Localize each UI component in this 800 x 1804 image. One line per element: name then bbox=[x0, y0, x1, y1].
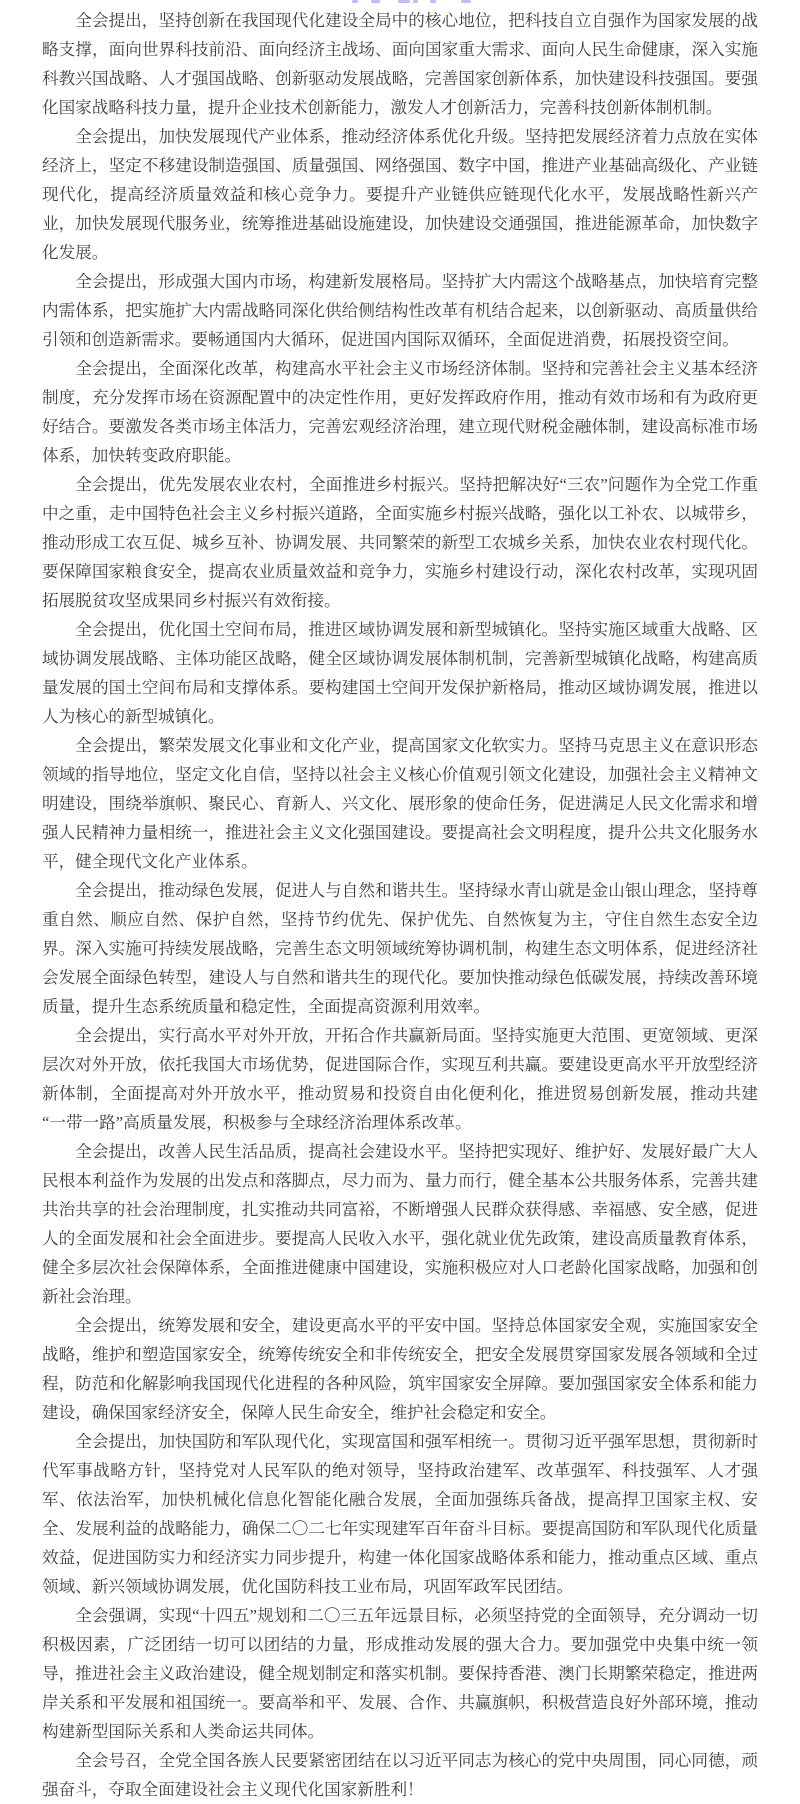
paragraph: 全会号召，全党全国各族人民要紧密团结在以习近平同志为核心的党中央周围，同心同德，顽强奋斗，夺取全面建设社会主义现代化国家新胜利！ bbox=[42, 1751, 758, 1799]
paragraph: 全会提出，坚持创新在我国现代化建设全局中的核心地位，把科技自立自强作为国家发展的战略支撑，面向世界科技前沿、面向经济主战场、面向国家重大需求、面向人民生命健康，深入实施科教兴国战略、人才强国战略、创新驱动发展战略，完善国家创新体系，加快建设科技强国。要强化国家战略科技力量，提升企业技术创新能力，激发人才创新活力，完善科技创新体制机制。 bbox=[42, 11, 758, 117]
paragraph: 全会提出，优先发展农业农村，全面推进乡村振兴。坚持把解决好“三农”问题作为全党工作重中之重，走中国特色社会主义乡村振兴道路，全面实施乡村振兴战略，强化以工补农、以城带乡，推动形成工农互促、城乡互补、协调发展、共同繁荣的新型工农城乡关系，加快农业农村现代化。要保障国家粮食安全，提高农业质量效益和竞争力，实施乡村建设行动，深化农村改革，实现巩固拓展脱贫攻坚成果同乡村振兴有效衔接。 bbox=[42, 475, 758, 610]
document-body bbox=[42, 6, 758, 1804]
paragraph: 全会提出，实行高水平对外开放，开拓合作共赢新局面。坚持实施更大范围、更宽领域、更深层次对外开放，依托我国大市场优势，促进国际合作，实现互利共赢。要建设更高水平开放型经济新体制，全面提高对外开放水平，推动贸易和投资自由化便利化，推进贸易创新发展，推动共建“一带一路”高质量发展，积极参与全球经济治理体系改革。 bbox=[42, 1026, 758, 1132]
paragraph: 全会提出，优化国土空间布局，推进区域协调发展和新型城镇化。坚持实施区域重大战略、区域协调发展战略、主体功能区战略，健全区域协调发展体制机制，完善新型城镇化战略，构建高质量发展的国土空间布局和支撑体系。要构建国土空间开发保护新格局，推动区域协调发展，推进以人为核心的新型城镇化。 bbox=[42, 620, 758, 726]
clipped-text-remnant bbox=[0, 0, 800, 4]
paragraph: 全会提出，改善人民生活品质，提高社会建设水平。坚持把实现好、维护好、发展好最广大人民根本利益作为发展的出发点和落脚点，尽力而为、量力而行，健全基本公共服务体系，完善共建共治共享的社会治理制度，扎实推动共同富裕，不断增强人民群众获得感、幸福感、安全感，促进人的全面发展和社会全面进步。要提高人民收入水平，强化就业优先政策，建设高质量教育体系，健全多层次社会保障体系，全面推进健康中国建设，实施积极应对人口老龄化国家战略，加强和创新社会治理。 bbox=[42, 1142, 758, 1306]
paragraph: 全会提出，统筹发展和安全，建设更高水平的平安中国。坚持总体国家安全观，实施国家安全战略，维护和塑造国家安全，统筹传统安全和非传统安全，把安全发展贯穿国家发展各领域和全过程，防范和化解影响我国现代化进程的各种风险，筑牢国家安全屏障。要加强国家安全体系和能力建设，确保国家经济安全，保障人民生命安全，维护社会稳定和安全。 bbox=[42, 1316, 758, 1422]
paragraph: 全会提出，加快发展现代产业体系，推动经济体系优化升级。坚持把发展经济着力点放在实体经济上，坚定不移建设制造强国、质量强国、网络强国、数字中国，推进产业基础高级化、产业链现代化，提高经济质量效益和核心竞争力。要提升产业链供应链现代化水平，发展战略性新兴产业，加快发展现代服务业，统筹推进基础设施建设，加快建设交通强国，推进能源革命，加快数字化发展。 bbox=[42, 127, 758, 262]
paragraph: 全会强调，实现“十四五”规划和二〇三五年远景目标，必须坚持党的全面领导，充分调动一切积极因素，广泛团结一切可以团结的力量，形成推动发展的强大合力。要加强党中央集中统一领导，推进社会主义政治建设，健全规划制定和落实机制。要保持香港、澳门长期繁荣稳定，推进两岸关系和平发展和祖国统一。要高举和平、发展、合作、共赢旗帜，积极营造良好外部环境，推动构建新型国际关系和人类命运共同体。 bbox=[42, 1606, 758, 1741]
paragraph: 全会提出，繁荣发展文化事业和文化产业，提高国家文化软实力。坚持马克思主义在意识形态领域的指导地位，坚定文化自信，坚持以社会主义核心价值观引领文化建设，加强社会主义精神文明建设，围绕举旗帜、聚民心、育新人、兴文化、展形象的使命任务，促进满足人民文化需求和增强人民精神力量相统一，推进社会主义文化强国建设。要提高社会文明程度，提升公共文化服务水平，健全现代文化产业体系。 bbox=[42, 736, 758, 871]
document-page bbox=[42, 0, 758, 1804]
paragraph: 全会提出，加快国防和军队现代化，实现富国和强军相统一。贯彻习近平强军思想，贯彻新时代军事战略方针，坚持党对人民军队的绝对领导，坚持政治建军、改革强军、科技强军、人才强军、依法治军，加快机械化信息化智能化融合发展，全面加强练兵备战，提高捍卫国家主权、安全、发展利益的战略能力，确保二〇二七年实现建军百年奋斗目标。要提高国防和军队现代化质量效益，促进国防实力和经济实力同步提升，构建一体化国家战略体系和能力，推动重点区域、重点领域、新兴领域协调发展，优化国防科技工业布局，巩固军政军民团结。 bbox=[42, 1432, 758, 1596]
paragraph: 全会提出，形成强大国内市场，构建新发展格局。坚持扩大内需这个战略基点，加快培育完整内需体系，把实施扩大内需战略同深化供给侧结构性改革有机结合起来，以创新驱动、高质量供给引领和创造新需求。要畅通国内大循环，促进国内国际双循环，全面促进消费，拓展投资空间。 bbox=[42, 272, 758, 349]
paragraph: 全会提出，全面深化改革，构建高水平社会主义市场经济体制。坚持和完善社会主义基本经济制度，充分发挥市场在资源配置中的决定性作用，更好发挥政府作用，推动有效市场和有为政府更好结合。要激发各类市场主体活力，完善宏观经济治理，建立现代财税金融体制，建设高标准市场体系，加快转变政府职能。 bbox=[42, 359, 758, 465]
paragraph: 全会提出，推动绿色发展，促进人与自然和谐共生。坚持绿水青山就是金山银山理念，坚持尊重自然、顺应自然、保护自然，坚持节约优先、保护优先、自然恢复为主，守住自然生态安全边界。深入实施可持续发展战略，完善生态文明领域统筹协调机制，构建生态文明体系，促进经济社会发展全面绿色转型，建设人与自然和谐共生的现代化。要加快推动绿色低碳发展，持续改善环境质量，提升生态系统质量和稳定性，全面提高资源利用效率。 bbox=[42, 881, 758, 1016]
